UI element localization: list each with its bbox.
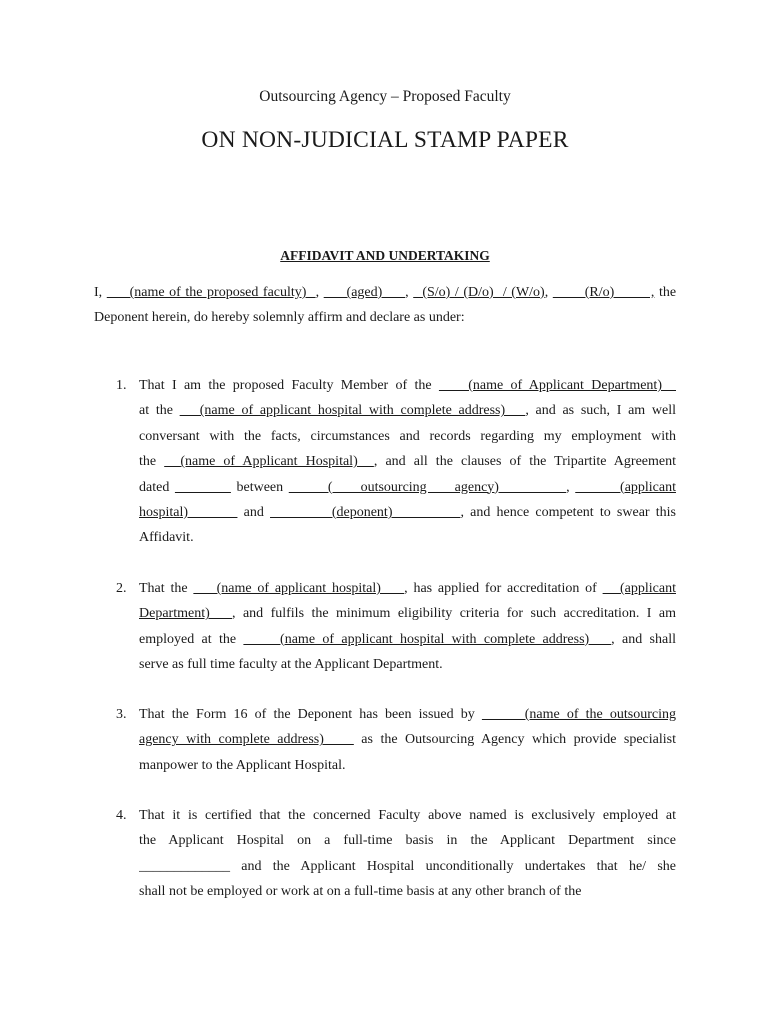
clause-text-segment: as the Outsourcing Agency which provide specialist <box>353 732 676 748</box>
clause-line <box>139 500 676 525</box>
clause-number: 4. <box>116 808 127 823</box>
blank-field: (name of Applicant Hospital) <box>164 454 374 470</box>
proposed-faculty-name-field: (name of the proposed faculty) <box>106 285 316 300</box>
clause-text <box>139 702 676 778</box>
blank-field <box>175 480 231 495</box>
clause-line <box>139 373 676 398</box>
blank-field: hospital) <box>139 504 238 520</box>
residence-field: (R/o) , <box>552 285 655 300</box>
clause-text <box>139 373 676 551</box>
clause-text <box>139 576 676 678</box>
clause-text-segment: at the <box>139 403 180 419</box>
clause-line <box>139 525 676 550</box>
clause-number: 2. <box>116 581 127 596</box>
blank-field: (applicant <box>575 479 676 495</box>
clause-line <box>139 879 676 904</box>
clause-text-segment: That the Form 16 of the Deponent has been issued by <box>139 707 482 722</box>
clause-line <box>139 475 676 500</box>
affidavit-title: AFFIDAVIT AND UNDERTAKING <box>280 248 490 263</box>
clause-number: 1. <box>116 378 127 393</box>
clause-text-segment: the Applicant Hospital on a full-time basis in the Applicant Department since <box>139 833 676 849</box>
clause-text-segment: Affidavit. <box>139 530 194 546</box>
clause-line <box>139 449 676 474</box>
clause-text-segment: , has applied for accreditation of <box>404 581 603 596</box>
clause-item <box>116 373 676 551</box>
intro-prefix: I, <box>94 285 103 300</box>
clause-text-segment: That it is certified that the concerned Faculty above named is exclusively employed at <box>139 808 676 823</box>
clause-text-segment: between <box>230 479 289 495</box>
document-header: Outsourcing Agency – Proposed Faculty <box>259 88 511 105</box>
clause-line <box>139 803 676 828</box>
blank-field: (name of Applicant Department) <box>438 378 676 393</box>
clause-text <box>139 803 676 905</box>
clause-text-segment: shall not be employed or work at on a full-time basis at any other branch of the <box>139 884 582 900</box>
clause-line <box>139 702 676 727</box>
clause-text-segment: employed at the <box>139 631 244 647</box>
blank-field: (name of applicant hospital) <box>193 581 405 596</box>
intro-line-1 <box>94 280 676 305</box>
clause-line <box>139 652 676 677</box>
intro-separator: , <box>315 285 320 300</box>
clause-text-segment: _____________ and the Applicant Hospital unconditionally undertakes that he/ she <box>139 858 676 874</box>
clause-text-segment: , and hence competent to swear this <box>460 504 676 520</box>
clause-item <box>116 702 676 780</box>
clause-text-segment: , and fulfils the minimum eligibility criteria for such accreditation. I am <box>232 606 676 622</box>
clause-text-segment: , and as such, I am well <box>525 403 676 419</box>
clause-text-segment: That I am the proposed Faculty Member of the <box>139 378 439 393</box>
intro-suffix: the <box>654 285 676 300</box>
clause-text-segment: , and all the clauses of the Tripartite Agreement <box>373 454 676 470</box>
clause-text-segment: dated <box>139 479 175 495</box>
clause-text-segment: , and shall <box>611 631 676 647</box>
clause-line <box>139 424 676 449</box>
clause-text-segment: and <box>237 504 271 520</box>
blank-field: ( outsourcing agency) <box>288 479 567 495</box>
clause-text-segment: conversant with the facts, circumstances and records regarding my employment with <box>139 428 676 444</box>
clause-line <box>139 601 676 626</box>
intro-separator: , <box>405 285 409 300</box>
blank-field: (name of the outsourcing <box>481 707 676 722</box>
clause-line <box>139 398 676 423</box>
aged-field: (aged) <box>323 285 406 300</box>
clause-item <box>116 803 676 905</box>
clause-text-segment: That the <box>139 581 194 596</box>
clause-line <box>139 576 676 601</box>
clause-number: 3. <box>116 707 127 722</box>
stamp-paper-title: ON NON-JUDICIAL STAMP PAPER <box>201 127 569 153</box>
intro-line-2: Deponent herein, do hereby solemnly affirm and declare as under: <box>94 310 465 326</box>
intro-paragraph <box>94 280 676 331</box>
clause-text-segment: serve as full time faculty at the Applicant Department. <box>139 657 443 673</box>
blank-field: (deponent) <box>270 504 461 520</box>
clause-line <box>139 828 676 853</box>
clause-text-segment: manpower to the Applicant Hospital. <box>139 757 346 773</box>
clause-line <box>139 627 676 652</box>
blank-field: (name of applicant hospital with complete address) <box>179 403 526 419</box>
clause-item <box>116 576 676 678</box>
intro-separator: , <box>544 285 549 300</box>
clause-text-segment: the <box>139 454 165 470</box>
blank-field: (applicant <box>602 581 676 596</box>
blank-field: Department) <box>139 606 233 622</box>
clause-line <box>139 753 676 778</box>
blank-field: (name of applicant hospital with complete address) <box>243 631 612 647</box>
clause-text-segment: , <box>566 479 576 495</box>
blank-field: agency with complete address) <box>139 732 354 748</box>
clause-line <box>139 727 676 752</box>
clause-line <box>139 854 676 879</box>
relation-field: (S/o) / (D/o) / (W/o) <box>413 285 545 300</box>
